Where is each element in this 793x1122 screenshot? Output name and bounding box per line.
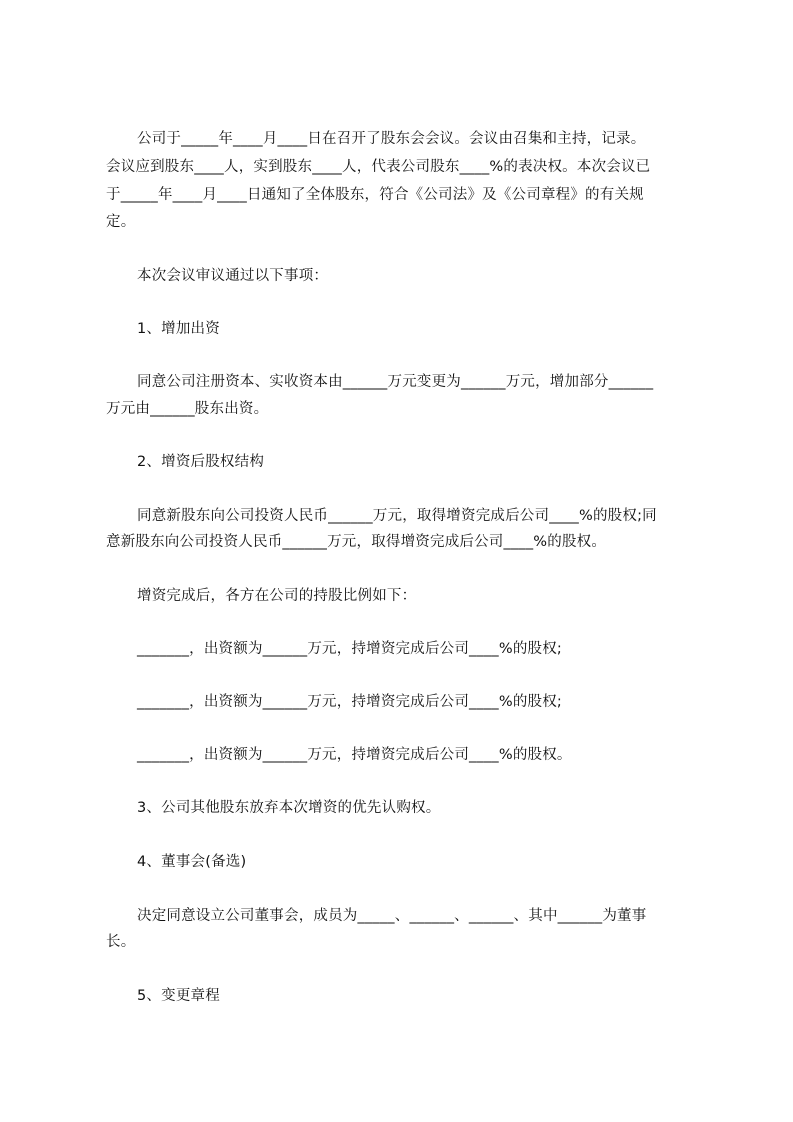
holder-line-2: _______，出资额为______万元，持增资完成后公司____%的股权;: [137, 694, 563, 710]
intro-line-4: 定。: [106, 214, 136, 230]
item2-heading: 2、增资后股权结构: [137, 454, 265, 470]
item3-heading: 3、公司其他股东放弃本次增资的优先认购权。: [137, 800, 441, 816]
intro-line-2: 会议应到股东____人，实到股东____人，代表公司股东____%的表决权。本次会议已: [106, 159, 651, 175]
intro-line-3: 于_____年____月____日通知了全体股东，符合《公司法》及《公司章程》的有关规: [106, 187, 644, 203]
item2-body-line-2: 意新股东向公司投资人民币______万元，取得增资完成后公司____%的股权。: [106, 534, 607, 550]
item2-body-line-1: 同意新股东向公司投资人民币______万元，取得增资完成后公司____%的股权;同: [137, 508, 657, 524]
agenda-heading: 本次会议审议通过以下事项：: [137, 268, 329, 284]
item1-heading: 1、增加出资: [137, 321, 220, 337]
holder-line-1: _______，出资额为______万元，持增资完成后公司____%的股权;: [137, 641, 563, 657]
item4-body-line-1: 决定同意设立公司董事会，成员为_____、______、______、其中______为董事: [137, 908, 647, 924]
ratio-heading: 增资完成后，各方在公司的持股比例如下：: [137, 588, 417, 604]
item4-body-line-2: 长。: [106, 934, 136, 950]
item1-body-line-2: 万元由______股东出资。: [106, 401, 269, 417]
holder-line-3: _______，出资额为______万元，持增资完成后公司____%的股权。: [137, 747, 572, 763]
item1-body-line-1: 同意公司注册资本、实收资本由______万元变更为______万元，增加部分______: [137, 374, 654, 390]
item4-heading: 4、董事会(备选): [137, 854, 247, 870]
item5-heading: 5、变更章程: [137, 988, 220, 1004]
intro-line-1: 公司于_____年____月____日在召开了股东会会议。会议由召集和主持，记录。: [137, 131, 646, 147]
